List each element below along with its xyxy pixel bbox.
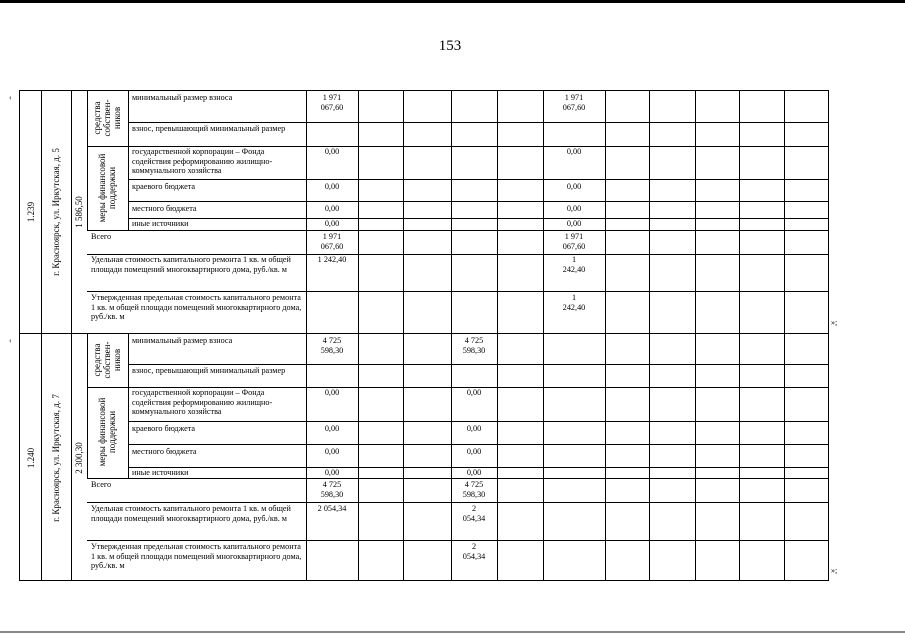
over-min-label: взнос, превышающий минимальный размер <box>132 124 286 133</box>
value-part: 067,60 <box>562 241 586 251</box>
value-part: 242,40 <box>562 302 586 312</box>
value-part: 067,60 <box>320 102 344 112</box>
value-part: 4 725 <box>322 336 342 345</box>
col-divider <box>358 91 359 333</box>
value-cell: 0,00 <box>324 147 340 156</box>
group-support-label: меры финансовой поддержки <box>97 397 117 467</box>
col-divider <box>128 334 129 478</box>
value-cell <box>544 255 604 274</box>
group-owners-label: средства собствен-ников <box>92 341 122 379</box>
value-cell: 1 242,40 <box>317 255 347 264</box>
value-part: 242,40 <box>562 264 586 274</box>
col-divider <box>497 91 498 333</box>
col-divider <box>739 334 740 580</box>
col-divider <box>739 91 740 333</box>
group-owners-label: средства собствен-ников <box>92 99 122 137</box>
value-cell: 0,00 <box>466 468 482 477</box>
row-id: 1.239 <box>26 201 36 223</box>
value-cell <box>307 232 357 251</box>
table-row-block <box>19 90 829 334</box>
row-divider <box>87 230 828 231</box>
value-part: 598,30 <box>462 345 486 355</box>
value-part: 054,34 <box>462 513 486 523</box>
value-part: 2 <box>471 542 477 551</box>
fund-label: государственной корпорации – Фонда содействия реформированию жилищно-коммунального хозяйства <box>132 388 273 417</box>
unit-cost-label: Удельная стоимость капитального ремонта 1 кв. м общей площади помещений многоквартирного дома, руб./кв. м <box>91 504 291 523</box>
regional-label: краевого бюджета <box>132 182 196 191</box>
value-part: 1 971 <box>564 93 584 102</box>
value-cell <box>307 480 357 499</box>
right-margin-mark: »; <box>831 318 838 327</box>
value-part: 1 971 <box>564 232 584 241</box>
col-divider <box>543 334 544 580</box>
value-cell: 0,00 <box>566 204 582 213</box>
value-cell: 0,00 <box>566 182 582 191</box>
page-number: 153 <box>438 38 462 54</box>
col-divider <box>649 91 650 333</box>
col-divider <box>71 91 72 333</box>
value-cell <box>452 480 496 499</box>
col-divider <box>403 91 404 333</box>
value-cell <box>544 93 604 112</box>
value-cell: 0,00 <box>466 424 482 433</box>
value-part: 4 725 <box>322 480 342 489</box>
row-divider <box>128 122 828 123</box>
value-cell: 2 054,34 <box>317 504 347 513</box>
col-divider <box>41 91 42 333</box>
col-divider <box>87 334 88 478</box>
col-divider <box>784 91 785 333</box>
row-area: 1 586,50 <box>74 196 84 228</box>
group-support-label: меры финансовой поддержки <box>97 153 117 223</box>
value-cell <box>452 504 496 523</box>
col-divider <box>403 334 404 580</box>
value-part: 2 <box>471 504 477 513</box>
total-label: Всего <box>91 232 112 241</box>
value-part: 1 971 <box>322 232 342 241</box>
row-divider <box>87 478 828 479</box>
col-divider <box>451 91 452 333</box>
row-area: 2 300,30 <box>74 442 84 474</box>
left-margin-mark: ‹ <box>9 93 12 102</box>
value-part: 1 <box>571 255 577 264</box>
col-divider <box>784 334 785 580</box>
row-divider <box>128 201 828 202</box>
min-contribution-label: минимальный размер взноса <box>132 336 233 345</box>
value-cell <box>307 93 357 112</box>
local-label: местного бюджета <box>132 204 197 213</box>
row-divider <box>128 364 828 365</box>
row-divider <box>87 540 828 541</box>
limit-cost-label: Утвержденная предельная стоимость капитального ремонта 1 кв. м общей площади помещений многоквартирного дома, руб./кв. м <box>91 542 302 571</box>
row-divider <box>128 421 828 422</box>
local-label: местного бюджета <box>132 447 197 456</box>
row-address: г. Красноярск, ул. Иркутская, д. 7 <box>51 394 61 522</box>
fund-label: государственной корпорации – Фонда содействия реформированию жилищно-коммунального хозяйства <box>132 147 273 176</box>
value-part: 598,30 <box>320 489 344 499</box>
value-cell: 0,00 <box>324 182 340 191</box>
row-id: 1.240 <box>26 447 36 469</box>
value-cell: 0,00 <box>324 447 340 456</box>
col-divider <box>497 334 498 580</box>
col-divider <box>71 334 72 580</box>
value-part: 1 971 <box>322 93 342 102</box>
limit-cost-label: Утвержденная предельная стоимость капитального ремонта 1 кв. м общей площади помещений многоквартирного дома, руб./кв. м <box>91 293 302 322</box>
row-divider <box>87 502 828 503</box>
value-cell: 0,00 <box>566 147 582 156</box>
value-part: 067,60 <box>320 241 344 251</box>
col-divider <box>358 334 359 580</box>
value-cell: 0,00 <box>566 219 582 228</box>
row-divider <box>87 291 828 292</box>
value-cell <box>452 542 496 561</box>
row-divider <box>128 218 828 219</box>
col-divider <box>87 91 88 230</box>
value-cell <box>544 293 604 312</box>
over-min-label: взнос, превышающий минимальный размер <box>132 366 286 375</box>
other-label: иные источники <box>132 219 189 228</box>
min-contribution-label: минимальный размер взноса <box>132 93 233 102</box>
value-cell: 0,00 <box>324 219 340 228</box>
value-part: 067,60 <box>562 102 586 112</box>
col-divider <box>695 334 696 580</box>
row-address: г. Красноярск, ул. Иркутская, д. 5 <box>51 148 61 276</box>
unit-cost-label: Удельная стоимость капитального ремонта 1 кв. м общей площади помещений многоквартирного дома, руб./кв. м <box>91 255 291 274</box>
value-part: 054,34 <box>462 551 486 561</box>
col-divider <box>649 334 650 580</box>
top-border-line <box>0 0 905 3</box>
right-margin-mark: »; <box>831 566 838 575</box>
regional-label: краевого бюджета <box>132 424 196 433</box>
table-row-block <box>19 333 829 581</box>
col-divider <box>605 91 606 333</box>
value-cell: 0,00 <box>324 388 340 397</box>
value-cell: 0,00 <box>324 468 340 477</box>
value-cell <box>307 336 357 355</box>
row-divider <box>128 444 828 445</box>
total-label: Всего <box>91 480 112 489</box>
col-divider <box>695 91 696 333</box>
col-divider <box>41 334 42 580</box>
value-cell <box>452 336 496 355</box>
value-cell <box>544 232 604 251</box>
value-part: 1 <box>571 293 577 302</box>
value-cell: 0,00 <box>324 204 340 213</box>
col-divider <box>306 334 307 580</box>
value-cell: 0,00 <box>466 447 482 456</box>
value-cell: 0,00 <box>466 388 482 397</box>
value-part: 4 725 <box>464 480 484 489</box>
col-divider <box>128 91 129 230</box>
row-divider <box>128 179 828 180</box>
col-divider <box>605 334 606 580</box>
left-margin-mark: ‹ <box>9 336 12 345</box>
value-cell: 0,00 <box>324 424 340 433</box>
bottom-border-line <box>0 631 905 633</box>
value-part: 598,30 <box>462 489 486 499</box>
value-part: 598,30 <box>320 345 344 355</box>
other-label: иные источники <box>132 468 189 477</box>
value-part: 4 725 <box>464 336 484 345</box>
